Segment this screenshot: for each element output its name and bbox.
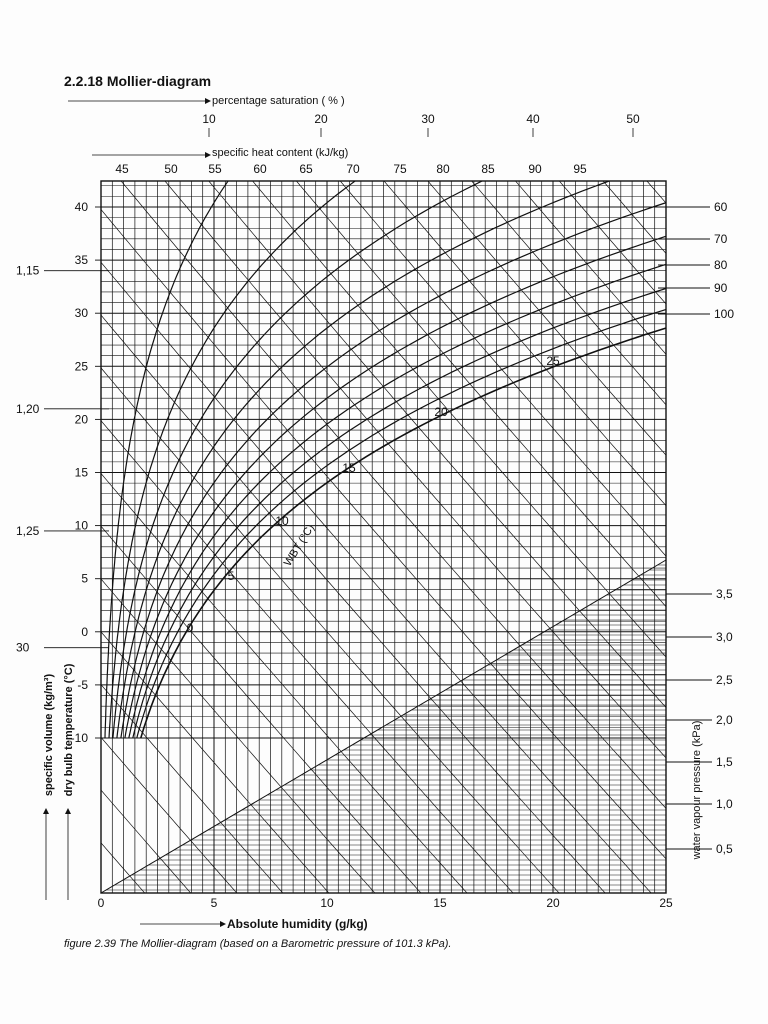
vapour-pressure-tick-label: 1,5 xyxy=(716,755,733,769)
enthalpy-axis-label: specific heat content (kJ/kg) xyxy=(212,147,349,159)
temperature-tick-label: 25 xyxy=(74,359,88,374)
wbt-tick-label: 20 xyxy=(434,405,448,419)
specific-volume-tick-label: 1,25 xyxy=(16,523,40,538)
humidity-tick-label: 0 xyxy=(97,896,105,910)
temperature-tick-label: 35 xyxy=(74,253,88,268)
temperature-tick-label: -10 xyxy=(70,731,88,745)
temperature-tick-label: 30 xyxy=(74,306,88,321)
wbt-tick-label: 10 xyxy=(275,514,289,528)
temperature-tick-label: 15 xyxy=(74,465,88,480)
enthalpy-top-tick: 85 xyxy=(481,162,495,176)
saturation-axis-arrowhead xyxy=(205,98,211,104)
wbt-tick-label: 25 xyxy=(546,354,560,368)
enthalpy-line xyxy=(101,0,666,52)
wbt-tick-label: 15 xyxy=(342,461,356,475)
enthalpy-line xyxy=(101,0,666,1)
vapour-pressure-tick-label: 0,5 xyxy=(716,842,733,856)
temperature-tick-label: 40 xyxy=(74,200,88,214)
vapour-pressure-tick-label: 2,0 xyxy=(716,713,733,727)
enthalpy-top-tick: 70 xyxy=(346,162,360,176)
specific-volume-axis-label: specific volume (kg/m³) xyxy=(43,673,55,797)
enthalpy-top-tick: 50 xyxy=(164,162,178,176)
vapour-pressure-tick-label: 2,5 xyxy=(716,673,733,687)
humidity-tick-label: 15 xyxy=(433,896,447,910)
enthalpy-top-tick: 45 xyxy=(115,162,129,176)
temperature-tick-label: 0 xyxy=(81,624,88,639)
saturation-top-tick: 40 xyxy=(526,112,540,126)
saturation-top-tick: 20 xyxy=(314,112,328,126)
enthalpy-axis-arrowhead xyxy=(205,152,211,158)
vapour-pressure-axis-label: water vapour pressure (kPa) xyxy=(691,720,703,860)
enthalpy-top-tick: 95 xyxy=(573,162,587,176)
humidity-tick-label: 10 xyxy=(320,896,334,910)
wbt-tick-label: 5 xyxy=(227,569,235,583)
saturation-top-tick: 50 xyxy=(626,112,640,126)
specific-volume-axis-arrowhead xyxy=(43,808,49,814)
humidity-tick-label: 5 xyxy=(210,896,218,910)
right-saturation-label: 70 xyxy=(714,232,728,246)
temperature-axis-label: dry bulb temperature (°C) xyxy=(63,663,75,797)
vapour-pressure-tick-label: 3,0 xyxy=(716,630,733,644)
enthalpy-top-tick: 90 xyxy=(528,162,542,176)
right-saturation-label: 90 xyxy=(714,281,728,295)
wbt-tick-label: 0 xyxy=(186,621,194,635)
saturation-axis-label: percentage saturation ( % ) xyxy=(212,95,345,107)
specific-volume-tick-label: 1,20 xyxy=(16,401,40,416)
specific-volume-tick-label: 1,15 xyxy=(16,263,40,278)
chart-heading: 2.2.18 Mollier-diagram xyxy=(64,73,212,89)
saturation-top-tick: 10 xyxy=(202,112,216,126)
temperature-tick-label: 5 xyxy=(81,571,88,586)
temperature-axis-arrowhead xyxy=(65,808,71,814)
vapour-pressure-tick-label: 1,0 xyxy=(716,797,733,811)
temperature-tick-label: 10 xyxy=(74,518,88,533)
vapour-pressure-tick-label: 3,5 xyxy=(716,587,733,601)
humidity-axis-label: Absolute humidity (g/kg) xyxy=(227,917,368,931)
wbt-label: WBT (°C) xyxy=(281,522,317,569)
enthalpy-top-tick: 75 xyxy=(393,162,407,176)
enthalpy-top-tick: 65 xyxy=(299,162,313,176)
temperature-tick-label: -5 xyxy=(77,677,88,692)
enthalpy-top-tick: 55 xyxy=(208,162,222,176)
figure-caption-label: figure 2.39 xyxy=(64,938,120,950)
plot-gridwork xyxy=(101,0,768,1024)
temperature-tick-label: 20 xyxy=(74,412,88,427)
humidity-tick-label: 25 xyxy=(659,896,673,910)
figure-caption xyxy=(64,938,451,950)
right-saturation-label: 100 xyxy=(714,307,735,321)
enthalpy-line xyxy=(101,896,666,1024)
humidity-axis-arrowhead xyxy=(220,921,226,927)
enthalpy-top-tick: 60 xyxy=(253,162,267,176)
right-saturation-label: 60 xyxy=(714,200,728,214)
enthalpy-top-tick: 80 xyxy=(436,162,450,176)
right-saturation-label: 80 xyxy=(714,258,728,272)
saturation-top-tick: 30 xyxy=(421,112,435,126)
figure-caption-text: The Mollier-diagram (based on a Barometric pressure of 101.3 kPa). xyxy=(119,938,452,950)
specific-volume-tick-label: 30 xyxy=(16,640,30,655)
humidity-tick-label: 20 xyxy=(546,896,560,910)
